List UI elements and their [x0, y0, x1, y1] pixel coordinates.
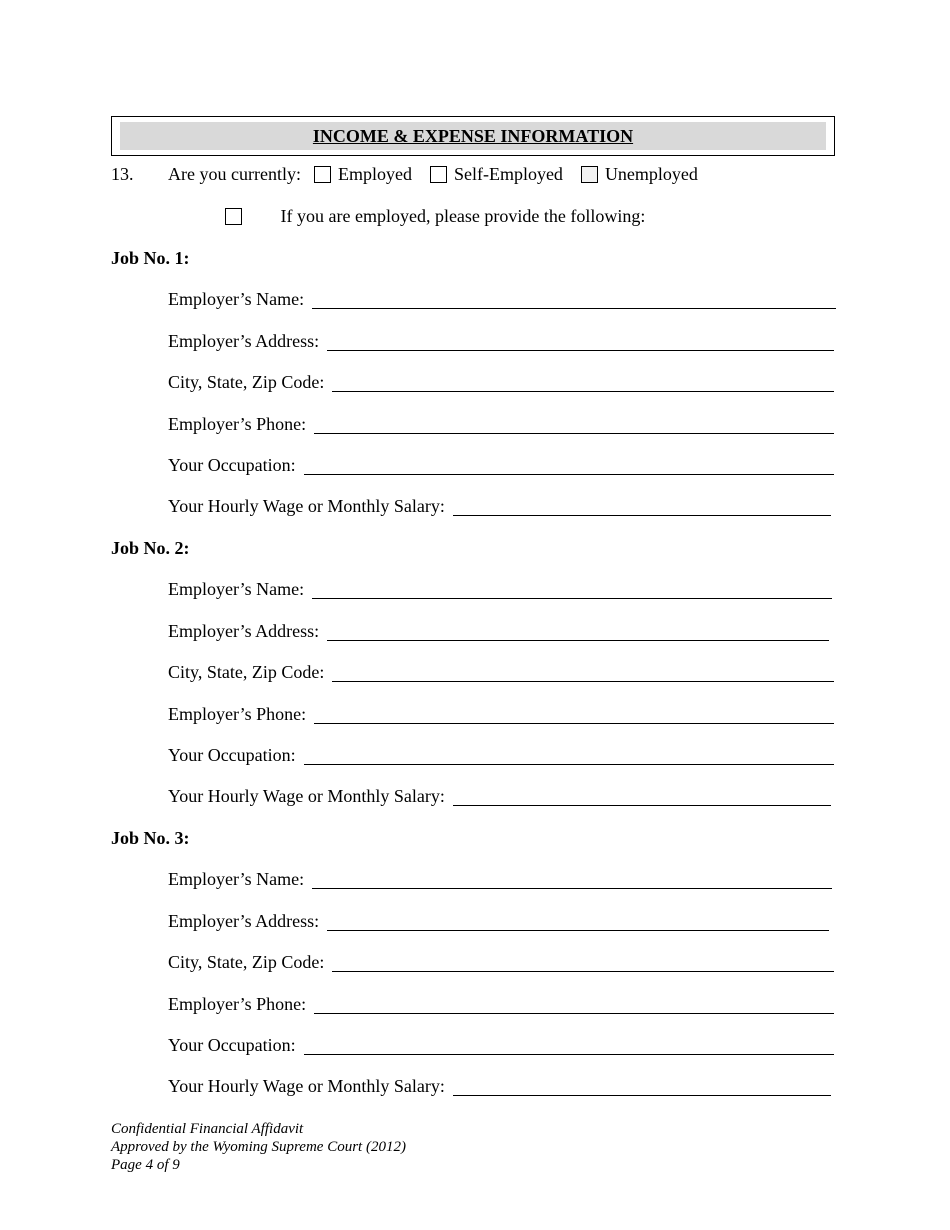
- job-1-employer-address-field[interactable]: [327, 334, 834, 351]
- job-2-wage-salary-row: [168, 786, 831, 806]
- job-1-employer-address-label: Employer’s Address:: [168, 331, 320, 351]
- footer-form-name: Confidential Financial Affidavit: [111, 1121, 304, 1137]
- section-title: INCOME & EXPENSE INFORMATION: [312, 125, 634, 146]
- job-3-employer-address-field[interactable]: [327, 914, 829, 931]
- job-1-wage-salary-row: [168, 496, 831, 516]
- job-3-wage-salary-row: [168, 1076, 831, 1096]
- section-banner: [111, 116, 835, 156]
- job-3-occupation-row: [168, 1035, 834, 1055]
- job-2-heading: Job No. 2:: [111, 538, 190, 558]
- job-1-wage-salary-field[interactable]: [453, 499, 831, 516]
- question-13-row: [168, 164, 716, 184]
- job-1-heading: Job No. 1:: [111, 248, 190, 268]
- job-1-city-state-zip-field[interactable]: [332, 375, 834, 392]
- job-3-employer-name-row: [168, 869, 832, 889]
- unemployed-checkbox[interactable]: [581, 166, 598, 183]
- job-2-employer-address-field[interactable]: [327, 624, 829, 641]
- footer-approval: Approved by the Wyoming Supreme Court (2012): [111, 1139, 406, 1155]
- option-self-employed[interactable]: [430, 164, 563, 184]
- job-1-employer-name-row: [168, 289, 836, 309]
- job-1-employer-phone-field[interactable]: [314, 417, 834, 434]
- job-3-city-state-zip-field[interactable]: [332, 955, 834, 972]
- job-2-employer-name-label: Employer’s Name:: [168, 579, 305, 599]
- job-3-heading: Job No. 3:: [111, 828, 190, 848]
- job-2-employer-name-row: [168, 579, 832, 599]
- job-1-employer-name-label: Employer’s Name:: [168, 289, 305, 309]
- self-employed-checkbox[interactable]: [430, 166, 447, 183]
- job-3-wage-salary-field[interactable]: [453, 1079, 831, 1096]
- employed-followup-text: If you are employed, please provide the following:: [280, 206, 646, 226]
- job-3-wage-salary-label: Your Hourly Wage or Monthly Salary:: [168, 1076, 445, 1096]
- job-2-employer-name-field[interactable]: [312, 582, 832, 599]
- footer-page-number: Page 4 of 9: [111, 1157, 180, 1173]
- job-2-occupation-label: Your Occupation:: [168, 745, 296, 765]
- question-prompt: Are you currently:: [168, 164, 301, 184]
- option-unemployed[interactable]: [581, 164, 698, 184]
- job-2-wage-salary-label: Your Hourly Wage or Monthly Salary:: [168, 786, 445, 806]
- job-2-employer-address-row: [168, 621, 829, 641]
- page-footer: [111, 1120, 406, 1174]
- question-number: 13.: [111, 164, 134, 184]
- job-3-occupation-field[interactable]: [304, 1038, 834, 1055]
- job-3-city-state-zip-label: City, State, Zip Code:: [168, 952, 325, 972]
- job-1-occupation-label: Your Occupation:: [168, 455, 296, 475]
- job-1-employer-phone-row: [168, 414, 834, 434]
- job-1-wage-salary-label: Your Hourly Wage or Monthly Salary:: [168, 496, 445, 516]
- job-3-employer-phone-label: Employer’s Phone:: [168, 994, 307, 1014]
- employed-checkbox[interactable]: [314, 166, 331, 183]
- employed-followup-row: [225, 206, 645, 226]
- job-2-city-state-zip-row: [168, 662, 834, 682]
- job-2-wage-salary-field[interactable]: [453, 789, 831, 806]
- job-3-employer-address-label: Employer’s Address:: [168, 911, 320, 931]
- section-banner-fill: [120, 122, 826, 150]
- job-2-city-state-zip-field[interactable]: [332, 665, 834, 682]
- job-3-employer-name-label: Employer’s Name:: [168, 869, 305, 889]
- job-3-employer-phone-field[interactable]: [314, 997, 834, 1014]
- option-unemployed-label: Unemployed: [604, 164, 698, 184]
- option-employed[interactable]: [314, 164, 412, 184]
- job-2-occupation-field[interactable]: [304, 748, 834, 765]
- job-1-occupation-row: [168, 455, 834, 475]
- job-2-employer-phone-row: [168, 704, 834, 724]
- job-3-city-state-zip-row: [168, 952, 834, 972]
- option-self-employed-label: Self-Employed: [453, 164, 563, 184]
- job-2-employer-address-label: Employer’s Address:: [168, 621, 320, 641]
- job-3-employer-name-field[interactable]: [312, 872, 832, 889]
- job-1-employer-name-field[interactable]: [312, 292, 836, 309]
- job-2-occupation-row: [168, 745, 834, 765]
- job-1-city-state-zip-row: [168, 372, 834, 392]
- job-1-employer-phone-label: Employer’s Phone:: [168, 414, 307, 434]
- job-2-city-state-zip-label: City, State, Zip Code:: [168, 662, 325, 682]
- job-1-employer-address-row: [168, 331, 834, 351]
- job-3-employer-phone-row: [168, 994, 834, 1014]
- job-2-employer-phone-label: Employer’s Phone:: [168, 704, 307, 724]
- job-2-employer-phone-field[interactable]: [314, 707, 834, 724]
- job-1-city-state-zip-label: City, State, Zip Code:: [168, 372, 325, 392]
- job-3-occupation-label: Your Occupation:: [168, 1035, 296, 1055]
- employed-followup-checkbox[interactable]: [225, 208, 242, 225]
- job-3-employer-address-row: [168, 911, 829, 931]
- option-employed-label: Employed: [337, 164, 412, 184]
- job-1-occupation-field[interactable]: [304, 458, 834, 475]
